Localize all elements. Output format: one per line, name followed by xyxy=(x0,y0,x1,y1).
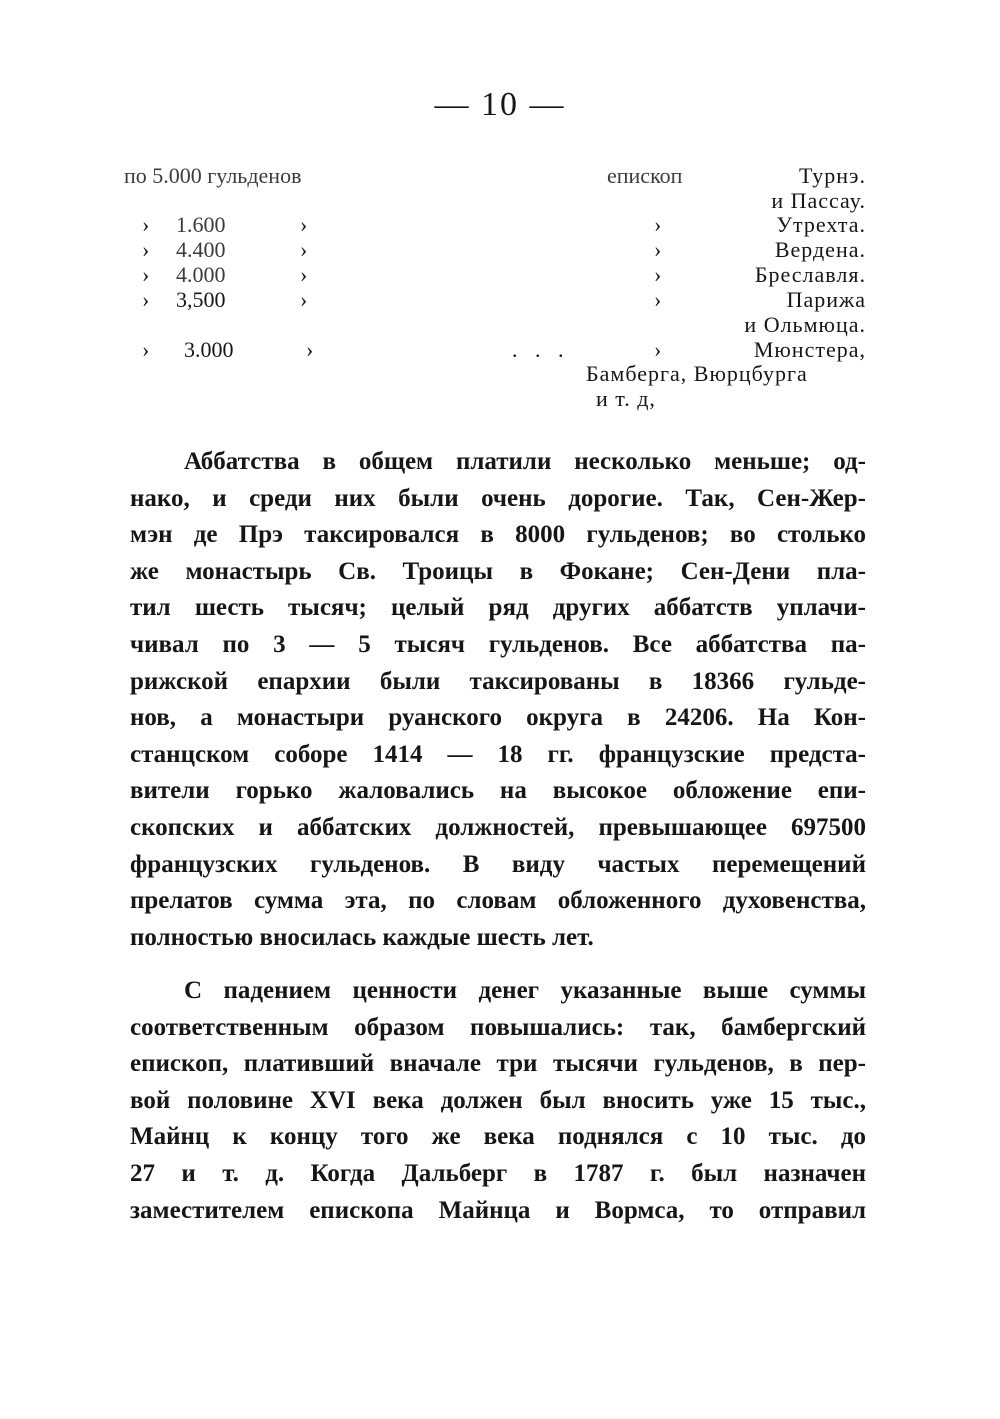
text-line: заместителем епископа Майнца и Вормса, то отправил xyxy=(130,1196,866,1224)
table-ditto-mark: › xyxy=(142,237,150,262)
table-place: Вердена. xyxy=(774,237,866,262)
text-line: Майнц к концу того же века поднялся с 10 тыс. до xyxy=(130,1123,866,1151)
text-line: чивал по 3 — 5 тысяч гульденов. Все аббатства па- xyxy=(130,630,866,658)
table-bishop: епископ xyxy=(607,163,683,188)
text-line: тил шесть тысяч; целый ряд других аббатств уплачи- xyxy=(130,594,866,622)
table-ditto-mark: › xyxy=(142,262,150,287)
table-row xyxy=(0,211,1000,239)
table-place: и Пассау. xyxy=(771,188,866,213)
table-row xyxy=(0,360,1000,388)
table-continuation: и т. д, xyxy=(596,386,656,411)
table-ditto-mark: › xyxy=(142,337,150,362)
text-line: рижской епархии были таксированы в 18366 гульде- xyxy=(130,667,866,695)
table-place: Бреславля. xyxy=(754,262,866,287)
paragraph xyxy=(130,444,866,956)
text-line: вители горько жаловались на высокое обложение епи- xyxy=(130,777,866,805)
table-row xyxy=(0,311,1000,339)
table-ditto-mark: › xyxy=(654,287,662,312)
page-number: — 10 — xyxy=(434,86,566,123)
table-place: Парижа xyxy=(786,287,866,312)
table-row xyxy=(0,286,1000,314)
table-amount: 1.600 xyxy=(176,212,226,237)
table-ditto-mark: › xyxy=(654,237,662,262)
table-ditto-mark: › xyxy=(654,262,662,287)
text-line: С падением ценности денег указанные выше суммы xyxy=(184,977,866,1004)
table-continuation: Бамберга, Вюрцбурга xyxy=(586,361,808,386)
table-ditto-mark: › xyxy=(300,262,308,287)
text-line: же монастырь Св. Троицы в Фокане; Сен-Дени пла- xyxy=(130,557,866,585)
text-line: полностью вносилась каждые шесть лет. xyxy=(130,923,594,951)
text-line: мэн де Прэ таксировался в 8000 гульденов; во столько xyxy=(130,521,866,549)
table-ditto-mark: › xyxy=(654,337,662,362)
text-line: прелатов сумма эта, по словам обложенного духовенства, xyxy=(130,887,866,915)
table-amount: 4.000 xyxy=(176,262,226,287)
table-amount: 4.400 xyxy=(176,237,226,262)
table-ditto-mark: › xyxy=(142,212,150,237)
text-line: 27 и т. д. Когда Дальберг в 1787 г. был назначен xyxy=(130,1159,866,1187)
table-row xyxy=(0,261,1000,289)
table-ditto-mark: › xyxy=(300,287,308,312)
text-line: епископ, плативший вначале три тысячи гульденов, в пер- xyxy=(130,1050,866,1078)
table-ditto-mark: › xyxy=(300,237,308,262)
table-amount: 3,500 xyxy=(176,287,226,312)
table-ditto-mark: › xyxy=(654,212,662,237)
table-place: Турнэ. xyxy=(798,163,866,188)
table-row xyxy=(0,236,1000,264)
table-ditto-mark: › xyxy=(142,287,150,312)
table-amount: по 5.000 гульденов xyxy=(124,163,302,188)
text-line: Аббатства в общем платили несколько меньше; од- xyxy=(184,448,866,475)
table-ditto-mark: › xyxy=(300,212,308,237)
table-ditto-mark: › xyxy=(306,337,314,362)
text-line: нако, и среди них были очень дорогие. Так, Сен-Жер- xyxy=(130,484,866,512)
paragraph xyxy=(130,973,866,1229)
table-row xyxy=(0,162,1000,190)
text-line: французских гульденов. В виду частых перемещений xyxy=(130,850,866,878)
table-leader-dots: . . . xyxy=(512,337,570,362)
text-line: вой половине XVI века должен был вносить уже 15 тыс., xyxy=(130,1086,866,1114)
table-place: Мюнстера, xyxy=(753,337,866,362)
text-line: соответственным образом повышались: так, бамбергский xyxy=(130,1013,866,1041)
table-place: Утрехта. xyxy=(776,212,866,237)
text-line: станцском соборе 1414 — 18 гг. французские предста- xyxy=(130,740,866,768)
table-amount: 3.000 xyxy=(184,337,234,362)
text-line: нов, а монастыри руанского округа в 24206. На Кон- xyxy=(130,704,866,732)
table-place: и Ольмюца. xyxy=(744,312,866,337)
text-line: скопских и аббатских должностей, превышающее 697500 xyxy=(130,813,866,841)
table-row xyxy=(0,385,1000,413)
